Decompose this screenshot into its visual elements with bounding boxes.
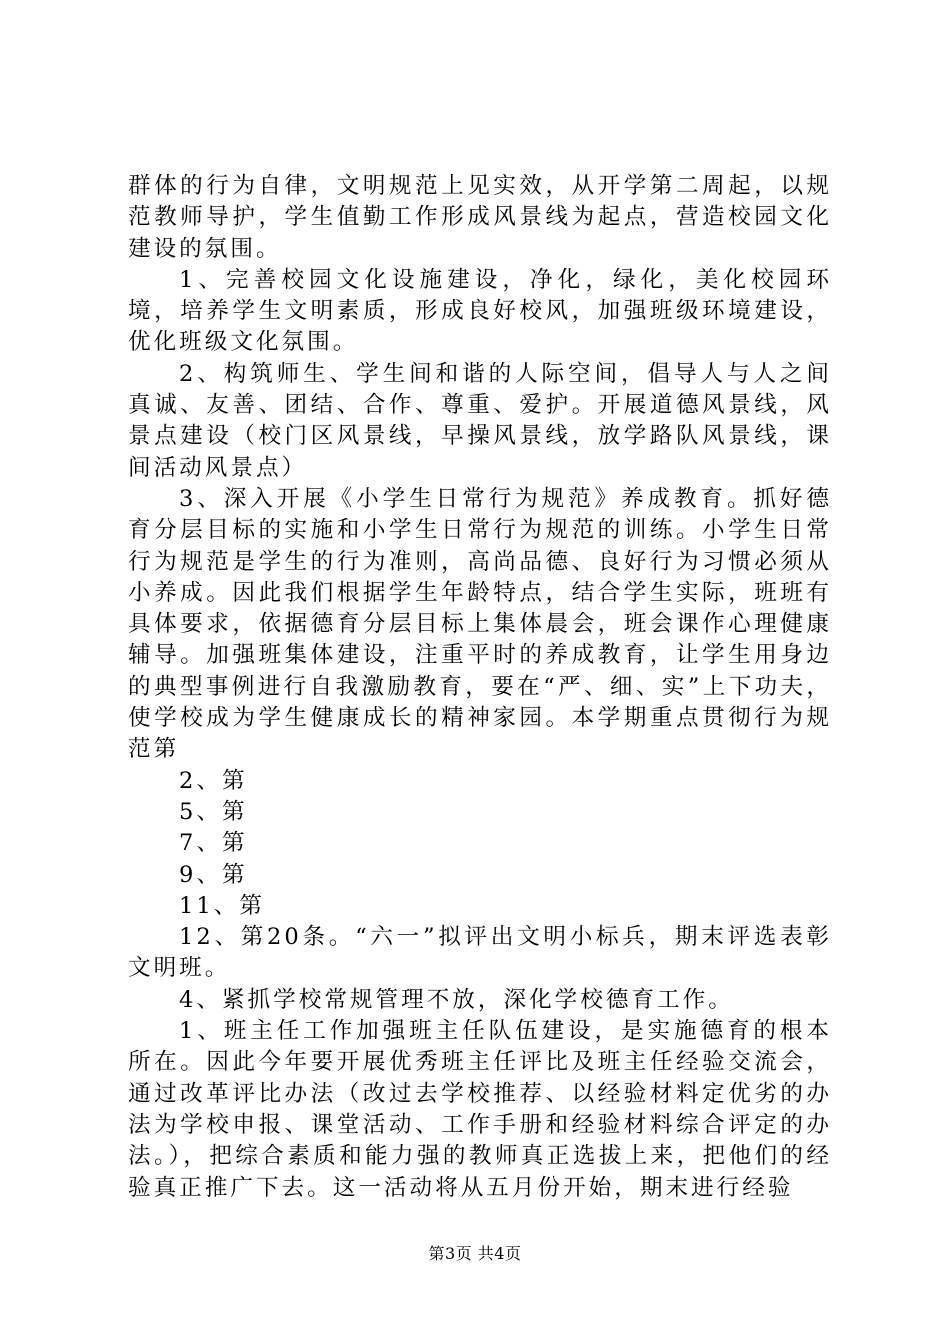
paragraph-11: 4、紧抓学校常规管理不放，深化学校德育工作。 — [179, 986, 734, 1013]
paragraph-3: 2、构筑师生、学生间和谐的人际空间，倡导人与人之间真诚、友善、团结、合作、尊重、爱护。开展道德风景线，风景点建设（校门区风景线，早操风景线，放学路队风景线，课间活动风景点） — [128, 360, 832, 481]
paragraph-2: 1、完善校园文化设施建设，净化，绿化，美化校园环境，培养学生文明素质，形成良好校风，加强班级环境建设，优化班级文化氛围。 — [128, 266, 832, 356]
page-number-label: 第3页 共4页 — [428, 1244, 522, 1263]
document-body — [128, 171, 832, 1204]
paragraph-10: 12、第20条。“六一”拟评出文明小标兵，期末评选表彰文明班。 — [128, 924, 832, 982]
paragraph-5: 2、第 — [179, 767, 248, 794]
paragraph-8: 9、第 — [179, 861, 248, 888]
paragraph-6: 5、第 — [179, 798, 248, 825]
paragraph-9: 11、第 — [179, 892, 265, 919]
paragraph-4: 3、深入开展《小学生日常行为规范》养成教育。抓好德育分层目标的实施和小学生日常行为规范的训练。小学生日常行为规范是学生的行为准则，高尚品德、良好行为习惯必须从小养成。因此我们根据学生年龄特点，结合学生实际，班班有具体要求，依据德育分层目标上集体晨会，班会课作心理健康辅导。加强班集体建设，注重平时的养成教育，让学生用身边的典型事例进行自我激励教育，要在“严、细、实”上下功夫，使学校成为学生健康成长的精神家园。本学期重点贯彻行为规范第 — [128, 485, 832, 763]
paragraph-12: 1、班主任工作加强班主任队伍建设，是实施德育的根本所在。因此今年要开展优秀班主任评比及班主任经验交流会，通过改革评比办法（改过去学校推荐、以经验材料定优劣的办法为学校申报、课堂活动、工作手册和经验材料综合评定的办法。），把综合素质和能力强的教师真正选拔上来，把他们的经验真正推广下去。这一活动将从五月份开始，期末进行经验 — [128, 1018, 832, 1201]
paragraph-7: 7、第 — [179, 830, 248, 857]
page-footer — [0, 1244, 950, 1264]
paragraph-1: 群体的行为自律，文明规范上见实效，从开学第二周起，以规范教师导护，学生值勤工作形成风景线为起点，营造校园文化建设的氛围。 — [128, 173, 832, 262]
